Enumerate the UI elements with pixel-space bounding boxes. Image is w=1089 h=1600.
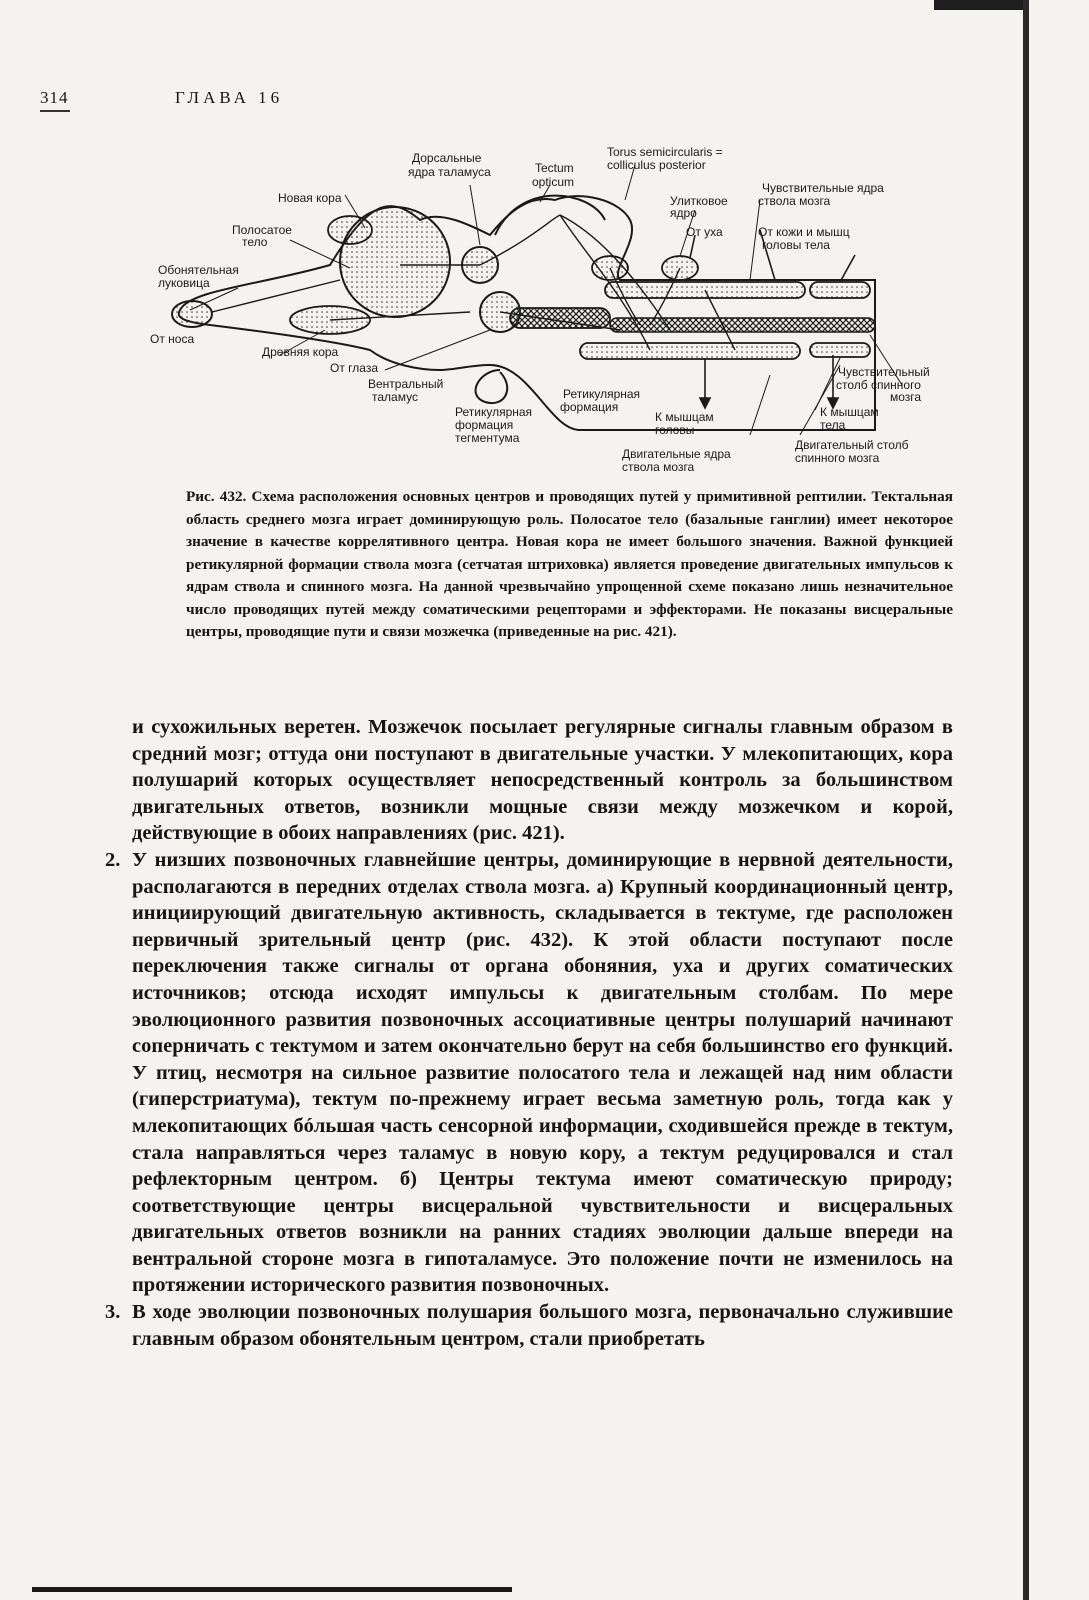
svg-text:opticum: opticum [532,175,575,189]
list-item-2 [105,847,953,1299]
svg-text:ствола мозга: ствола мозга [622,460,695,474]
label-to-head-muscles: К мышцам [655,410,714,424]
scan-edge-top [934,0,1029,10]
running-header: ГЛАВА 16 [175,88,284,107]
label-olfactory-bulb: Обонятельная [158,263,239,277]
scan-edge-bottom [32,1587,512,1592]
label-from-eye: От глаза [330,361,378,375]
label-from-nose: От носа [150,332,195,346]
svg-text:луковица: луковица [158,276,210,290]
label-dorsal-thalamus: Дорсальные [412,151,482,165]
svg-text:ядро: ядро [670,206,697,220]
list-number: 3. [105,1301,121,1324]
svg-text:ствола мозга: ствола мозга [758,194,831,208]
figure-caption: Рис. 432. Схема расположения основных центров и проводящих путей у примитивной рептилии. Тектальная область среднего мозга играет доминирующую роль. Полосатое тело (базальные ганглии) имеет некоторое значение в качестве коррелятивного центра. Новая кора не имеет большого значения. Важной функцией ретикулярной формации ствола мозга (сетчатая штриховка) является проведение двигательных импульсов к ядрам ствола и спинного мозга. На данной чрезвычайно упрощенной схеме показано лишь незначительное число проводящих путей между соматическими рецепторами и эффекторами. Не показаны висцеральные центры, проводящие пути и связи мозжечка (приведенные на рис. 421). [186,488,953,640]
label-old-cortex: Древняя кора [262,345,339,359]
page-number: 314 [40,88,69,107]
brain-diagram [150,140,960,480]
label-new-cortex: Новая кора [278,191,342,205]
list-item-text: У низших позвоночных главнейшие центры, доминирующие в нервной деятельности, располагаются в передних отделах ствола мозга. а) Крупный координационный центр, инициирующий двигательную активность, складывается в тектуме, где расположен первичный зрительный центр (рис. 432). К этой области поступают после переключения также сигналы от органа обоняния, уха и других соматических источников; отсюда исходят импульсы к двигательным столбам. По мере эволюционного развития позвоночных ассоциативные центры полушарий начинают соперничать с тектумом и затем окончательно берут на себя большинство его функций. У птиц, несмотря на сильное развитие полосатого тела и лежащей над ним области (гиперстриатума), тектум по-прежнему играет весьма заметную роль, тогда как у млекопитающих бóльшая часть сенсорной информации, сходившейся прежде в тектум, стала направляться через таламус в новую кору, а тектум редуцировался и стал рефлекторным центром. б) Центры тектума имеют соматическую природу; соответствующие центры висцеральной чувствительности и висцеральных двигательных ответов возникли на ранних стадиях эволюции дальше впереди на вентральной стороне мозга в гипоталамусе. Это положение почти не изменилось на протяжении исторического развития позвоночных. [132,848,953,1297]
label-tectum: Tectum [535,161,574,175]
svg-text:тела: тела [820,418,846,432]
list-item-text: В ходе эволюции позвоночных полушария большого мозга, первоначально служившие главным образом обонятельным центром, стали приобретать [132,1301,953,1350]
page-number-rule [40,110,70,112]
svg-text:столб спинного: столб спинного [836,378,921,392]
label-to-body-muscles: К мышцам [820,405,879,419]
label-cochlear: Улитковое [670,194,728,208]
label-sensory-column: Чувствительный [838,365,930,379]
svg-text:мозга: мозга [890,390,922,404]
label-reticular: Ретикулярная [563,387,641,401]
svg-text:головы тела: головы тела [762,238,830,252]
svg-text:colliculus posterior: colliculus posterior [607,158,706,172]
svg-text:головы: головы [655,423,695,437]
paragraph-continuation: и сухожильных веретен. Мозжечок посылает регулярные сигналы главным образом в средний мозг; оттуда они поступают в двигательные участки. У млекопитающих, кора полушарий которых осуществляет непосредственный контроль за большинством двигательных ответов, возникли мощные связи между мозжечком и корой, действующие в обоих направлениях (рис. 421). [132,716,953,845]
label-from-skin: От кожи и мышц [758,225,850,239]
label-motor-column: Двигательный столб [795,438,909,452]
svg-text:таламус: таламус [372,390,418,404]
label-reticular-tegmentum: Ретикулярная [455,405,533,419]
svg-text:тело: тело [242,235,268,249]
svg-text:формация: формация [560,400,619,414]
svg-text:ядра таламуса: ядра таламуса [408,165,491,179]
label-striatum: Полосатое [232,223,292,237]
label-motor-nuclei: Двигательные ядра [622,447,731,461]
svg-text:спинного мозга: спинного мозга [795,451,880,465]
body-text [105,714,953,1352]
brain-diagram-svg [150,140,960,480]
svg-text:тегментума: тегментума [455,431,520,445]
list-item-3 [105,1299,953,1352]
scan-spine-edge [1023,0,1029,1600]
list-number: 2. [105,848,121,871]
label-sensory-nuclei: Чувствительные ядра [762,181,884,195]
label-from-ear: От уха [686,225,723,239]
label-torus: Torus semicircularis = [607,145,723,159]
label-ventral-thalamus: Вентральный [368,377,444,391]
svg-text:формация: формация [455,418,514,432]
